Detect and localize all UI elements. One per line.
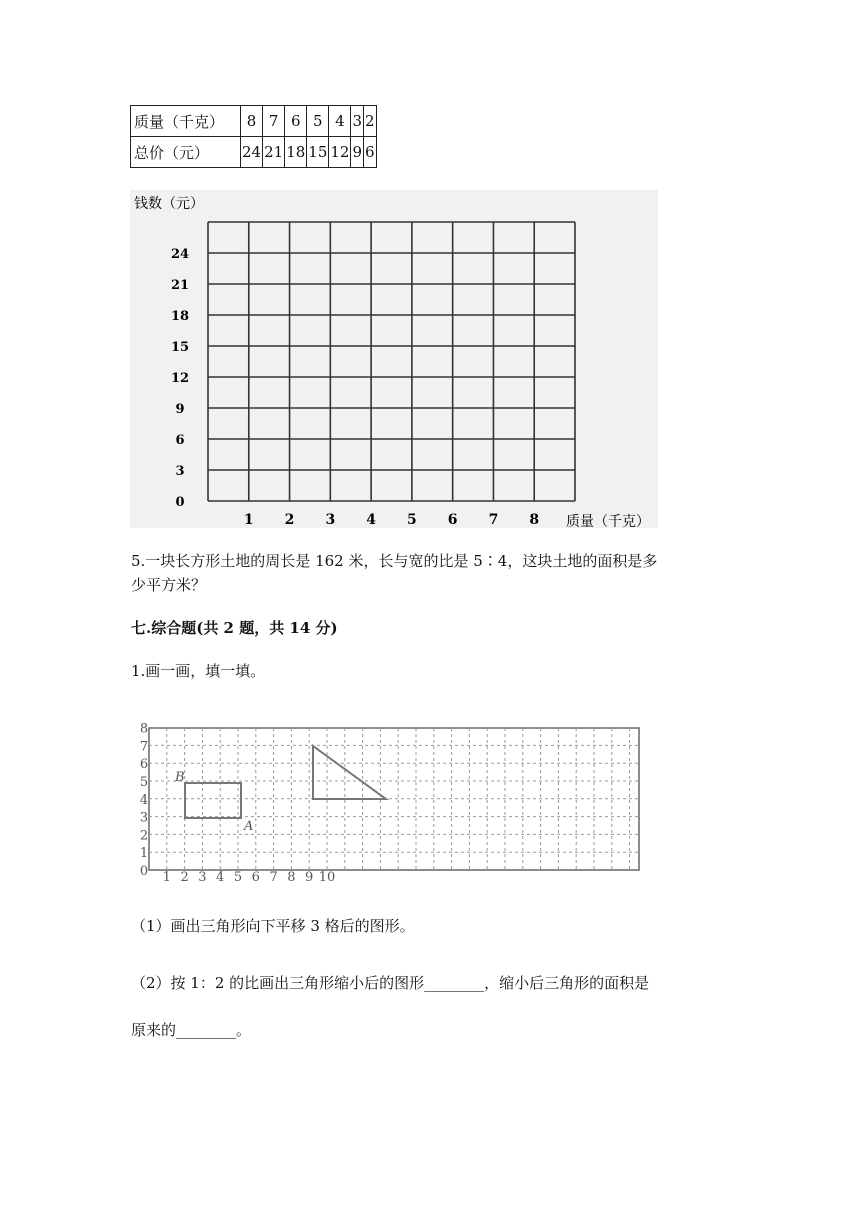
table-cell: 6 [364,137,377,168]
triangle-shape [313,746,386,799]
chart-x-tick-label: 3 [325,512,336,528]
sub-question-2-line-2: 原来的________。 [131,1021,252,1039]
table-cell: 4 [329,106,351,137]
label-a: A [244,819,254,834]
chart-y-tick-label: 12 [170,371,190,386]
data-table [130,105,377,168]
table-cell: 18 [285,137,307,168]
table-cell: 21 [263,137,285,168]
chart-y-tick-label: 6 [175,433,185,448]
chart-y-tick-label: 24 [170,247,190,262]
sub-question-1: （1）画出三角形向下平移 3 格后的图形。 [131,917,415,935]
table-cell: 3 [351,106,364,137]
row-header: 总价（元） [131,137,241,168]
grid-figure-drawing [134,720,646,882]
figure-y-tick-label: 7 [139,739,149,755]
table-cell: 15 [307,137,329,168]
chart-y-tick-label: 0 [175,495,185,510]
table-row [131,106,377,137]
question-5-line-2: 少平方米？ [131,576,207,594]
rectangle-shape [185,783,241,818]
chart-x-tick-label: 5 [407,512,417,528]
chart-x-tick-label: 7 [488,512,499,528]
grid-figure [134,720,646,882]
figure-y-tick-label: 8 [139,721,149,737]
label-b: B [175,770,185,785]
table-cell: 9 [351,137,364,168]
figure-y-tick-label: 0 [139,864,149,879]
figure-y-tick-label: 1 [139,846,149,862]
table-cell: 6 [285,106,307,137]
blank-line-chart [130,190,658,528]
chart-x-tick-label: 4 [366,512,376,528]
figure-x-tick-label: 8 [287,870,296,882]
figure-x-tick-label: 4 [216,870,225,882]
figure-x-tick-label: 10 [318,870,336,882]
chart-x-tick-label: 6 [447,512,458,528]
chart-x-tick-label: 1 [243,512,254,528]
chart-x-axis-label: 质量（千克） [566,514,650,528]
chart-x-tick-label: 2 [284,512,295,528]
figure-y-tick-label: 2 [139,828,149,844]
figure-x-tick-label: 5 [233,870,243,882]
chart-y-tick-label: 21 [170,278,190,293]
figure-x-tick-label: 6 [251,870,260,882]
table-cell: 8 [241,106,263,137]
chart-y-tick-label: 18 [170,309,190,324]
table-cell: 12 [329,137,351,168]
sub-question-2-line-1: （2）按 1：2 的比画出三角形缩小后的图形________，缩小后三角形的面积是 [131,974,650,992]
table-cell: 7 [263,106,285,137]
chart-y-tick-label: 3 [175,464,185,479]
chart-x-tick-label: 8 [529,512,540,528]
table-cell: 5 [307,106,329,137]
chart-panel [130,190,658,528]
figure-x-tick-label: 1 [162,870,171,882]
section-title: 七.综合题(共 2 题，共 14 分) [131,619,338,637]
figure-y-tick-label: 5 [139,775,149,790]
figure-y-tick-label: 6 [139,757,149,773]
question-1-title: 1.画一画，填一填。 [131,662,266,680]
figure-x-tick-label: 2 [180,870,189,882]
chart-y-tick-label: 15 [170,340,190,355]
row-header: 质量（千克） [131,106,241,137]
table-row [131,137,377,168]
figure-x-tick-label: 3 [198,870,207,882]
chart-y-axis-label: 钱数（元） [134,196,204,212]
figure-y-tick-label: 4 [139,792,149,808]
question-5-line-1: 5.一块长方形土地的周长是 162 米，长与宽的比是 5∶4，这块土地的面积是多 [131,552,658,570]
table-cell: 2 [364,106,377,137]
table-cell: 24 [241,137,263,168]
figure-x-tick-label: 9 [305,870,314,882]
figure-x-tick-label: 7 [269,870,278,882]
figure-y-tick-label: 3 [139,810,149,826]
chart-y-tick-label: 9 [175,402,185,417]
